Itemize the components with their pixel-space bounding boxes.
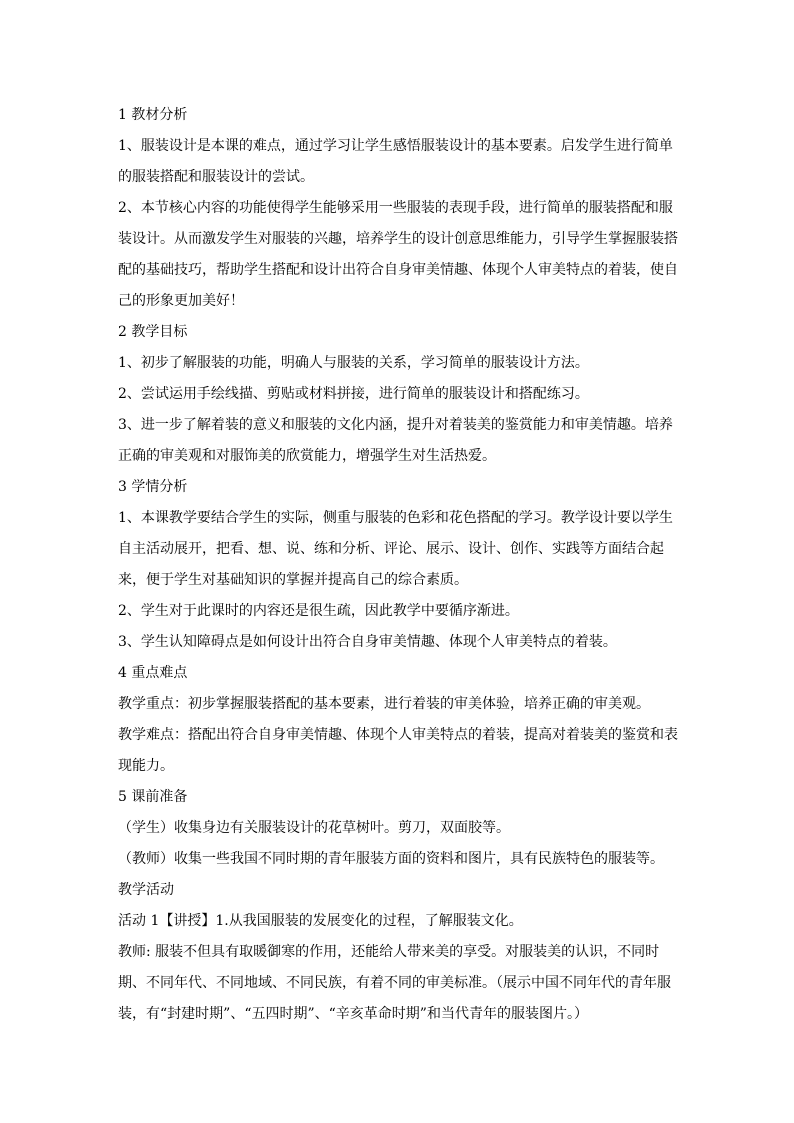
section-heading: 3 学情分析 xyxy=(118,479,188,495)
paragraph: 2、学生对于此课时的内容还是很生疏，因此教学中要循序渐进。 xyxy=(118,603,519,619)
document-body xyxy=(118,100,678,1030)
paragraph: 教学难点：搭配出符合自身审美情趣、体现个人审美特点的着装，提高对着装美的鉴赏和表现能力。 xyxy=(118,727,678,774)
paragraph: 教学重点：初步掌握服装搭配的基本要素，进行着装的审美体验，培养正确的审美观。 xyxy=(118,696,650,712)
paragraph: 2、本节核心内容的功能使得学生能够采用一些服装的表现手段，进行简单的服装搭配和服装设计。从而激发学生对服装的兴趣，培养学生的设计创意思维能力，引导学生掌握服装搭配的基础技巧，帮助学生搭配和设计出符合自身审美情趣、体现个人审美特点的着装，使自己的形象更加美好！ xyxy=(118,200,678,309)
paragraph: 2、尝试运用手绘线描、剪贴或材料拼接，进行简单的服装设计和搭配练习。 xyxy=(118,386,589,402)
paragraph: 3、进一步了解着装的意义和服装的文化内涵，提升对着装美的鉴赏能力和审美情趣。培养正确的审美观和对服饰美的欣赏能力，增强学生对生活热爱。 xyxy=(118,417,673,464)
paragraph: （教师）收集一些我国不同时期的青年服装方面的资料和图片，具有民族特色的服装等。 xyxy=(118,851,664,867)
section-heading: 5 课前准备 xyxy=(118,789,188,805)
section-heading: 2 教学目标 xyxy=(118,324,188,340)
paragraph: 1、本课教学要结合学生的实际，侧重与服装的色彩和花色搭配的学习。教学设计要以学生自主活动展开，把看、想、说、练和分析、评论、展示、设计、创作、实践等方面结合起来，便于学生对基础知识的掌握并提高自己的综合素质。 xyxy=(118,510,673,588)
paragraph: （学生）收集身边有关服装设计的花草树叶。剪刀，双面胶等。 xyxy=(118,820,510,836)
paragraph: 3、学生认知障碍点是如何设计出符合自身审美情趣、体现个人审美特点的着装。 xyxy=(118,634,617,650)
paragraph: 教师: 服装不但具有取暖御寒的作用，还能给人带来美的享受。对服装美的认识，不同时期、不同年代、不同地域、不同民族，有着不同的审美标准。（展示中国不同年代的青年服装，有“封建时期”、“五四时期”、“辛亥革命时期”和当代青年的服装图片。） xyxy=(118,944,671,1022)
paragraph: 1、服装设计是本课的难点，通过学习让学生感悟服装设计的基本要素。启发学生进行简单的服装搭配和服装设计的尝试。 xyxy=(118,138,673,185)
section-heading: 4 重点难点 xyxy=(118,665,188,681)
section-heading: 1 教材分析 xyxy=(118,107,188,123)
paragraph: 1、初步了解服装的功能，明确人与服装的关系，学习简单的服装设计方法。 xyxy=(118,355,589,371)
paragraph: 活动 1【讲授】1.从我国服装的发展变化的过程，了解服装文化。 xyxy=(118,913,523,929)
section-heading: 教学活动 xyxy=(118,882,174,898)
